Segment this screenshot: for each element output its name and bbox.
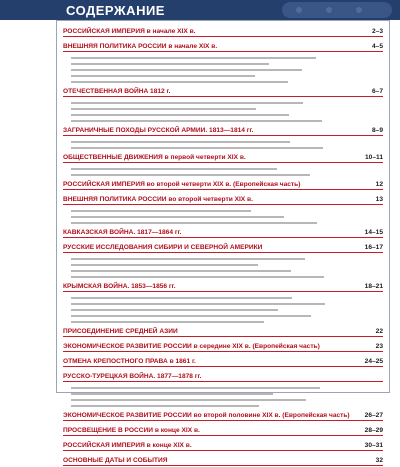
toc-entry [63, 282, 383, 293]
section-rule [63, 189, 383, 190]
subtopic-line [71, 120, 322, 122]
section-rule [63, 96, 383, 97]
section-rule [63, 465, 383, 466]
section-pages: 2–3 [371, 28, 383, 35]
subtopic-line [71, 102, 303, 104]
section-title: РОССИЙСКАЯ ИМПЕРИЯ в начале XIX в. [63, 28, 196, 35]
toc-entry [63, 27, 383, 38]
subtopic-line [71, 81, 288, 83]
section-rule [63, 450, 383, 451]
subtopic-line [71, 216, 284, 218]
subtopic-line [71, 222, 317, 224]
section-title: ОБЩЕСТВЕННЫЕ ДВИЖЕНИЯ в первой четверти XIX в. [63, 154, 246, 161]
toc-entry [63, 342, 383, 353]
section-title: ОСНОВНЫЕ ДАТЫ И СОБЫТИЯ [63, 457, 168, 464]
section-title: РОССИЙСКАЯ ИМПЕРИЯ во второй четверти XIX в. (Европейская часть) [63, 181, 301, 188]
toc-entry [63, 195, 383, 206]
subtopic-line [71, 63, 269, 65]
toc-entry [63, 180, 383, 191]
subtopic-line [71, 174, 310, 176]
subtopic-line [71, 114, 289, 116]
section-pages: 22 [375, 328, 383, 335]
section-rule [63, 351, 383, 352]
subtopic-line [71, 303, 325, 305]
section-title: ОТЕЧЕСТВЕННАЯ ВОЙНА 1812 г. [63, 88, 171, 95]
subtopic-line [71, 315, 311, 317]
section-pages: 32 [375, 457, 383, 464]
section-title: КАВКАЗСКАЯ ВОЙНА. 1817—1864 гг. [63, 229, 182, 236]
subtopic-line [71, 399, 306, 401]
contents-title: СОДЕРЖАНИЕ [66, 3, 165, 18]
section-title: ЭКОНОМИЧЕСКОЕ РАЗВИТИЕ РОССИИ в середине XIX в. (Европейская часть) [63, 343, 320, 350]
section-title: РОССИЙСКАЯ ИМПЕРИЯ в конце XIX в. [63, 442, 192, 449]
toc-entry [63, 441, 383, 452]
subtopic-line [71, 258, 305, 260]
subtopic-line [71, 321, 264, 323]
section-pages: 24–25 [364, 358, 383, 365]
section-title: КРЫМСКАЯ ВОЙНА. 1853—1856 гг. [63, 283, 176, 290]
subtopic-line [71, 108, 256, 110]
section-pages: 18–21 [364, 283, 383, 290]
section-rule [63, 162, 383, 163]
section-rule [63, 135, 383, 136]
toc-entry [63, 372, 383, 383]
section-pages: 16–17 [364, 244, 383, 251]
subtopic-line [71, 147, 323, 149]
section-title: ОТМЕНА КРЕПОСТНОГО ПРАВА в 1861 г. [63, 358, 196, 365]
section-title: РУССКИЕ ИССЛЕДОВАНИЯ СИБИРИ И СЕВЕРНОЙ АМЕРИКИ [63, 244, 263, 251]
subtopic-line [71, 57, 316, 59]
subtopic-line [71, 141, 290, 143]
section-rule [63, 336, 383, 337]
toc-entry [63, 228, 383, 239]
section-rule [63, 204, 383, 205]
section-rule [63, 252, 383, 253]
subtopic-line [71, 309, 278, 311]
subtopic-line [71, 270, 291, 272]
subtopic-line [71, 276, 324, 278]
section-title: ПРИСОЕДИНЕНИЕ СРЕДНЕЙ АЗИИ [63, 328, 178, 335]
section-pages: 8–9 [371, 127, 383, 134]
subtopic-line [71, 393, 273, 395]
ornament-dot [326, 7, 332, 13]
toc-entry [63, 42, 383, 53]
subtopic-line [71, 210, 251, 212]
header-ornament [282, 2, 392, 18]
section-title: ВНЕШНЯЯ ПОЛИТИКА РОССИИ во второй четверти XIX в. [63, 196, 253, 203]
section-pages: 6–7 [371, 88, 383, 95]
section-rule [63, 237, 383, 238]
section-title: ЭКОНОМИЧЕСКОЕ РАЗВИТИЕ РОССИИ во второй половине XIX в. (Европейская часть) [63, 412, 350, 419]
section-title: ВНЕШНЯЯ ПОЛИТИКА РОССИИ в начале XIX в. [63, 43, 218, 50]
toc-entry [63, 126, 383, 137]
section-title: РУССКО-ТУРЕЦКАЯ ВОЙНА. 1877—1878 гг. [63, 373, 202, 380]
section-pages: 23 [375, 343, 383, 350]
subtopic-line [71, 168, 277, 170]
section-pages: 14–15 [364, 229, 383, 236]
subtopic-line [71, 69, 302, 71]
subtopic-line [71, 297, 292, 299]
subtopic-line [71, 405, 259, 407]
section-pages: 13 [375, 196, 383, 203]
subtopic-line [71, 387, 320, 389]
section-title: ЗАГРАНИЧНЫЕ ПОХОДЫ РУССКОЙ АРМИИ. 1813—1814 гг. [63, 127, 254, 134]
section-rule [63, 420, 383, 421]
section-pages: 10–11 [365, 154, 383, 161]
section-pages: 12 [375, 181, 383, 188]
section-rule [63, 435, 383, 436]
toc-entry [63, 456, 383, 467]
section-pages: 30–31 [364, 442, 383, 449]
section-rule [63, 291, 383, 292]
subtopic-line [71, 264, 258, 266]
toc-entry [63, 411, 383, 422]
toc-entry [63, 357, 383, 368]
section-pages: 4–5 [371, 43, 383, 50]
ornament-dot [296, 7, 302, 13]
toc-entry [63, 426, 383, 437]
section-rule [63, 381, 383, 382]
section-rule [63, 51, 383, 52]
contents-header [0, 0, 400, 20]
section-rule [63, 366, 383, 367]
section-title: ПРОСВЕЩЕНИЕ В РОССИИ в конце XIX в. [63, 427, 200, 434]
contents-frame [56, 20, 390, 464]
subtopic-line [71, 75, 255, 77]
toc-entry [63, 243, 383, 254]
ornament-dot [356, 7, 362, 13]
section-rule [63, 36, 383, 37]
toc-entry [63, 153, 383, 164]
toc-entry [63, 327, 383, 338]
section-pages: 28–29 [364, 427, 383, 434]
section-pages: 26–27 [364, 412, 383, 419]
toc-entry [63, 87, 383, 98]
